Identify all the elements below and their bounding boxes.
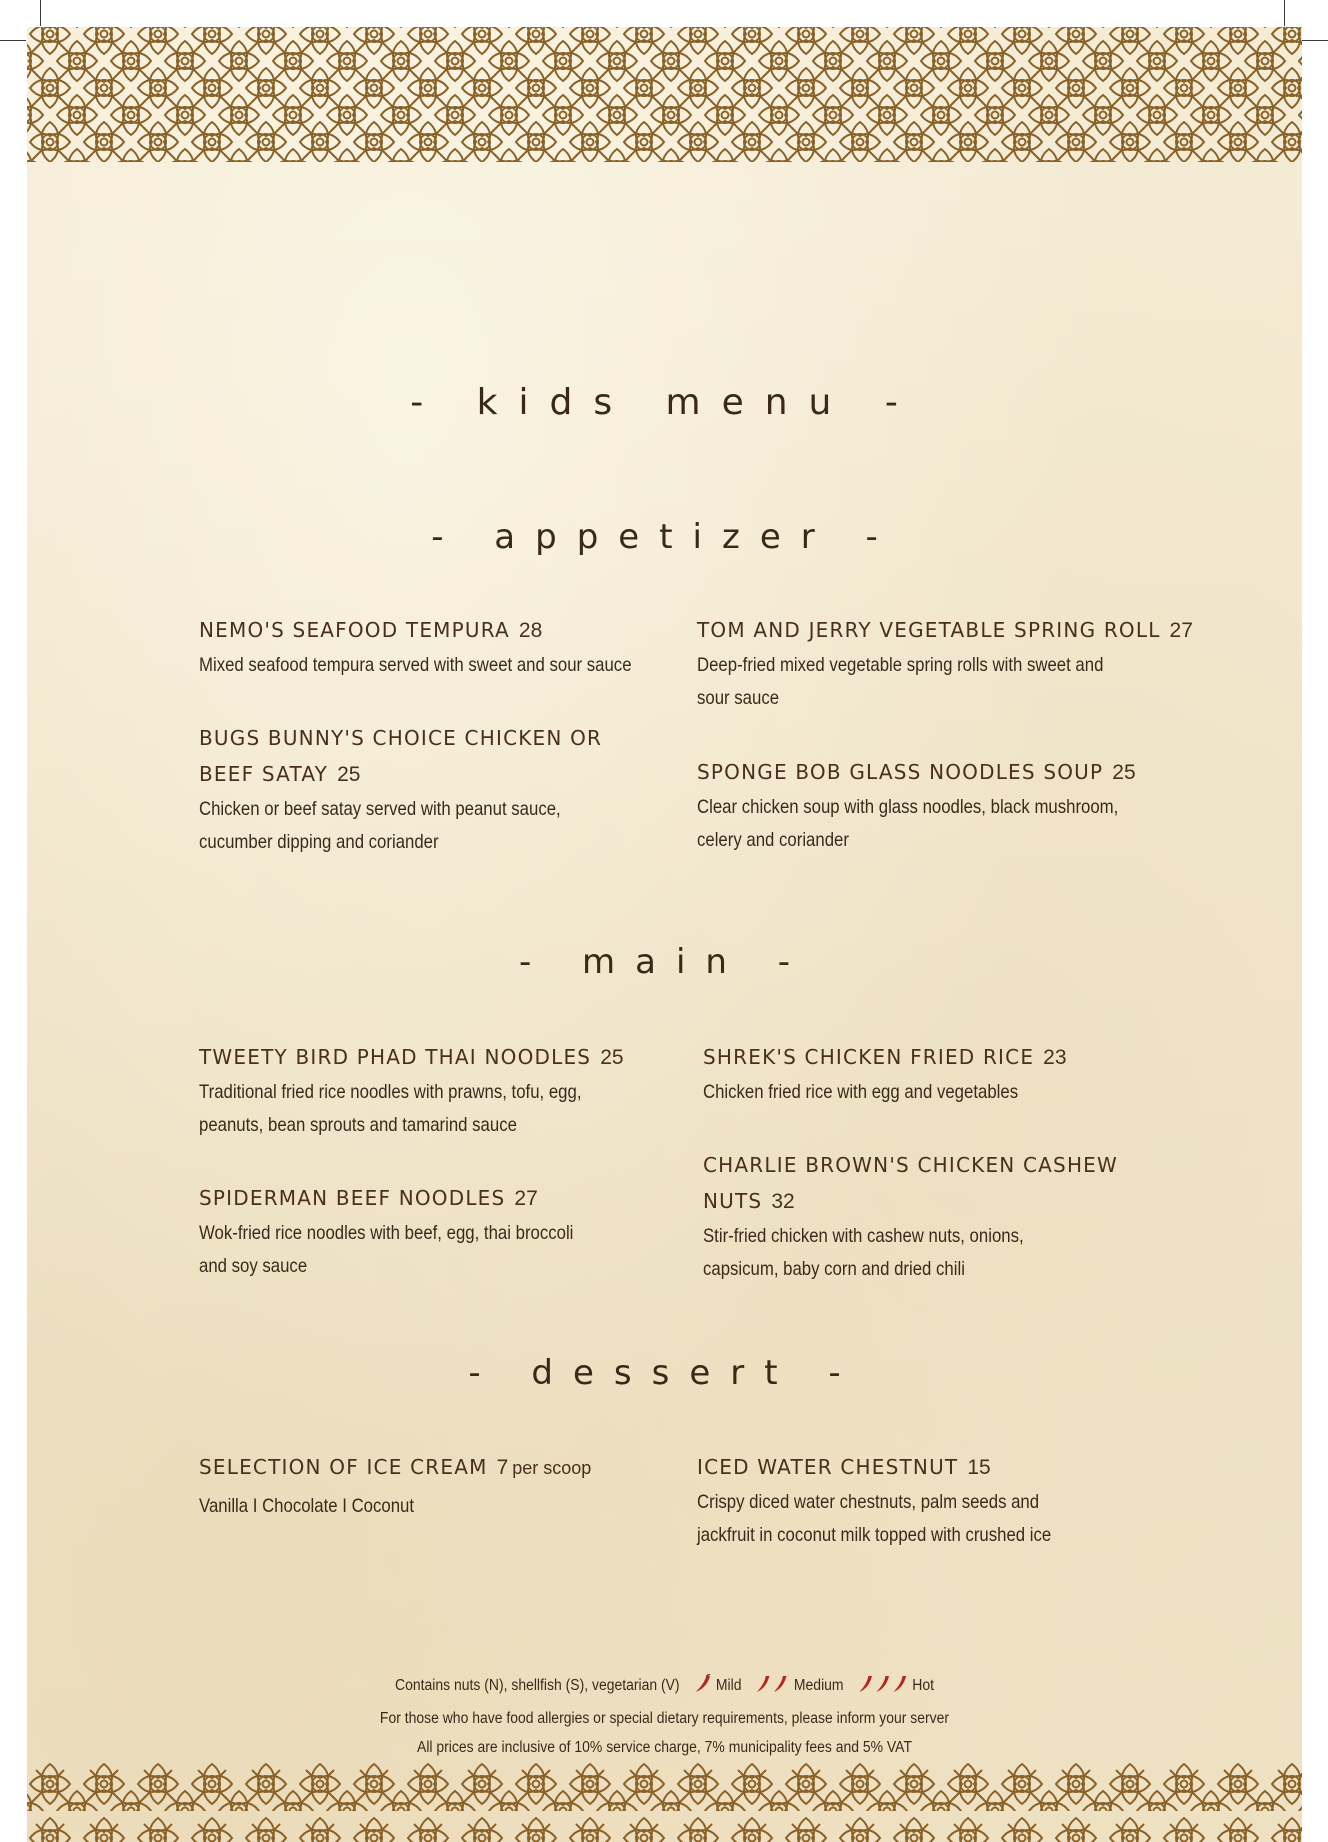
item-name: BUGS BUNNY'S CHOICE CHICKEN OR [199, 726, 603, 750]
top-ornament-band [27, 27, 1302, 162]
item-price: 27 [514, 1187, 538, 1210]
item-price: 32 [771, 1190, 795, 1213]
item-name: BEEF SATAY 25 [199, 762, 361, 786]
item-name: SHREK'S CHICKEN FRIED RICE 23 [703, 1045, 1067, 1069]
item-description: Traditional fried rice noodles with prawns, tofu, egg, [199, 1081, 582, 1103]
item-description: sour sauce [697, 687, 780, 709]
item-name: TOM AND JERRY VEGETABLE SPRING ROLL 27 [697, 618, 1193, 642]
item-price: 25 [337, 763, 361, 786]
footer-legend [91, 1671, 1239, 1704]
footer-notes [27, 1671, 1302, 1762]
menu-item [199, 720, 620, 859]
item-description: celery and coriander [697, 829, 849, 851]
item-name: SELECTION OF ICE CREAM 7 per scoop [199, 1455, 592, 1479]
bottom-ornament-band [27, 1759, 1302, 1842]
item-name: CHARLIE BROWN'S CHICKEN CASHEW [703, 1153, 1118, 1177]
item-price: 7 [496, 1456, 509, 1479]
item-description: Stir-fried chicken with cashew nuts, onions, [703, 1225, 1024, 1247]
item-name: NUTS 32 [703, 1189, 795, 1213]
chili-icon [856, 1674, 908, 1704]
menu-item [199, 1180, 634, 1283]
footer-allergy-note: For those who have food allergies or special dietary requirements, please inform your server [379, 1710, 950, 1727]
item-description: Clear chicken soup with glass noodles, black mushroom, [697, 796, 1119, 818]
item-description: Deep-fried mixed vegetable spring rolls with sweet and [697, 654, 1104, 676]
menu-item [697, 1449, 1109, 1552]
item-description: Wok-fried rice noodles with beef, egg, thai broccoli [199, 1222, 574, 1244]
flower-pattern-icon [27, 27, 1302, 162]
item-name: ICED WATER CHESTNUT 15 [697, 1455, 991, 1479]
item-description: Chicken or beef satay served with peanut sauce, [199, 798, 561, 820]
menu-page [27, 27, 1302, 1842]
item-name: SPONGE BOB GLASS NOODLES SOUP 25 [697, 760, 1136, 784]
item-price: 28 [518, 619, 543, 642]
menu-item [703, 1039, 1069, 1109]
chili-icon [692, 1674, 712, 1704]
section-heading-appetizer: - appetizer - [431, 517, 898, 557]
menu-item [199, 1039, 644, 1142]
item-description: cucumber dipping and coriander [199, 831, 439, 853]
item-name: SPIDERMAN BEEF NOODLES 27 [199, 1186, 538, 1210]
item-price-unit: per scoop [512, 1458, 592, 1478]
section-heading-dessert: - dessert - [468, 1353, 861, 1393]
item-name: TWEETY BIRD PHAD THAI NOODLES 25 [199, 1045, 624, 1069]
footer-price-note: All prices are inclusive of 10% service charge, 7% municipality fees and 5% VAT [417, 1739, 912, 1756]
crop-mark [1302, 40, 1328, 41]
item-description: Vanilla I Chocolate I Coconut [199, 1495, 415, 1517]
item-price: 25 [600, 1046, 624, 1069]
flower-pattern-icon [27, 1759, 1302, 1842]
item-description: jackfruit in coconut milk topped with crushed ice [697, 1524, 1052, 1546]
spice-medium-label: Medium [793, 1677, 844, 1694]
item-description: Crispy diced water chestnuts, palm seeds and [697, 1491, 1040, 1513]
crop-mark [40, 0, 41, 26]
menu-item [703, 1147, 1118, 1286]
crop-mark [1284, 0, 1285, 26]
spice-hot-label: Hot [912, 1677, 934, 1694]
item-description: Chicken fried rice with egg and vegetables [703, 1081, 1019, 1103]
menu-item [199, 1449, 591, 1523]
item-price: 25 [1112, 761, 1136, 784]
item-description: and soy sauce [199, 1255, 308, 1277]
item-price: 27 [1169, 619, 1193, 642]
item-price: 15 [967, 1456, 991, 1479]
allergen-legend: Contains nuts (N), shellfish (S), vegetarian (V) [395, 1677, 680, 1694]
crop-mark [0, 40, 26, 41]
item-description: peanuts, bean sprouts and tamarind sauce [199, 1114, 517, 1136]
menu-item [199, 612, 702, 682]
item-name: NEMO'S SEAFOOD TEMPURA 28 [199, 618, 543, 642]
menu-title: - kids menu - [410, 382, 919, 423]
chili-icon [754, 1674, 790, 1704]
menu-item [697, 754, 1187, 857]
item-description: capsicum, baby corn and dried chili [703, 1258, 965, 1280]
item-description: Mixed seafood tempura served with sweet and sour sauce [199, 654, 632, 676]
section-heading-main: - main - [518, 942, 811, 982]
menu-item [697, 612, 1193, 715]
spice-mild-label: Mild [715, 1677, 742, 1694]
item-price: 23 [1043, 1046, 1067, 1069]
